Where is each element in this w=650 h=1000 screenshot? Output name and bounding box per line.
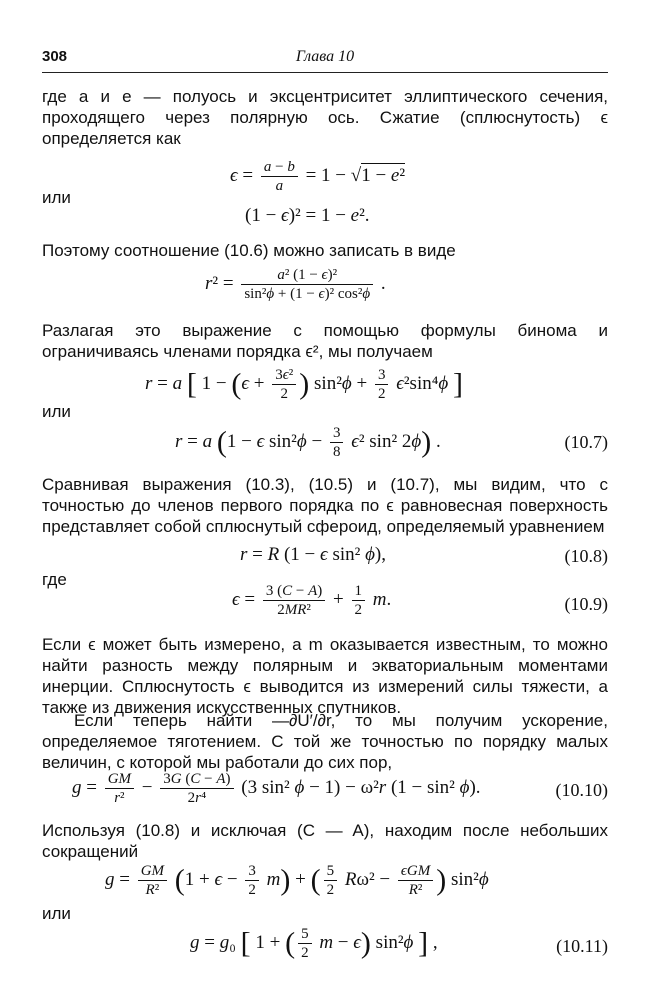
equation-binomial-expansion: r = a [ 1 − (ϵ + $\frac{\text{3ϵ²}}{2}$ ) sin²ϕ + $\frac{3}{2}$ ϵ²sin⁴ϕ ] — [145, 367, 463, 402]
paragraph-7: Используя (10.8) и исключая (C — A), находим после небольших сокращений — [42, 821, 608, 861]
paragraph-5: Если ϵ может быть измерено, а m оказывается известным, то можно найти разность между полярным и экваториальным моментами инерции. Сплюснутость ϵ выводится из измерений силы тяжести, а также из движения искусственных спутников. — [42, 635, 608, 717]
equation-flattening-squared: (1 − ϵ)² = 1 − e². — [245, 205, 370, 226]
equation-10-7: r = a (1 − ϵ sin²ϕ − $\frac{3}{8}$ ϵ² sin² 2ϕ) . — [175, 425, 441, 460]
equation-number: (10.8) — [564, 546, 608, 566]
equation-10-8: r = R (1 − ϵ sin² ϕ), — [240, 544, 386, 565]
equation-number: (10.11) — [556, 936, 608, 956]
header-rule — [42, 72, 608, 73]
connector-where: где — [42, 570, 67, 589]
paragraph-4: Сравнивая выражения (10.3), (10.5) и (10.7), мы видим, что с точностью до членов первого порядка по ϵ равновесная поверхность представляет собой сплюснутый сфероид, определяемый уравнением — [42, 475, 608, 536]
equation-r-squared: r² = $\frac{\text{a² (1 − ϵ)²}}{\text{sin²ϕ + (1 − ϵ)² cos²ϕ}}$ . — [205, 267, 386, 302]
paragraph-3: Разлагая это выражение с помощью формулы бинома и ограничиваясь членами порядка ϵ², мы получаем — [42, 321, 608, 361]
equation-number: (10.7) — [564, 432, 608, 452]
equation-10-11: g = g₀ [ 1 + ( $\frac{5}{2}$ m − ϵ) sin²ϕ ] , — [190, 926, 438, 961]
equation-10-9: ϵ = $\frac{3 (C - A)}{\text{2MR²}}$ + $\frac{1}{2}$ m. — [232, 583, 392, 618]
chapter-title: Глава 10 — [295, 48, 355, 65]
equation-flattening: ϵ = $\frac{a - b}{a}$ = 1 − √1 − e² — [230, 159, 406, 194]
equation-number: (10.9) — [564, 594, 608, 614]
page-number: 308 — [42, 48, 68, 65]
paragraph-2: Поэтому соотношение (10.6) можно записать в виде — [42, 241, 456, 260]
connector-or: или — [42, 188, 71, 207]
connector-or: или — [42, 402, 71, 421]
paragraph-1: где a и e — полуось и эксцентриситет эллиптического сечения, проходящего через полярную ось. Сжатие (сплюснутость) ϵ определяется как — [42, 87, 608, 148]
page-header — [42, 48, 608, 74]
equation-number: (10.10) — [555, 780, 608, 800]
paragraph-6: Если теперь найти —∂U′/∂r, то мы получим ускорение, определяемое тяготением. С той же точностью по порядку малых величин, с которой мы работали до сих пор, — [42, 711, 608, 772]
equation-10-10: g = $\frac{GM}{\text{r²}}$ − $\frac{3G (C - A)}{\text{2r⁴}}$ (3 sin² ϕ − 1) − ω²r (1 − sin² ϕ). — [72, 771, 481, 806]
equation-g-expanded: g = $\frac{GM}{\text{R²}}$ (1 + ϵ − $\frac{3}{2}$ m) + ( $\frac{5}{2}$ Rω² − $\frac{\text{ϵGM}}{\text{R²}}$ ) sin²ϕ — [105, 863, 489, 898]
connector-or: или — [42, 904, 71, 923]
